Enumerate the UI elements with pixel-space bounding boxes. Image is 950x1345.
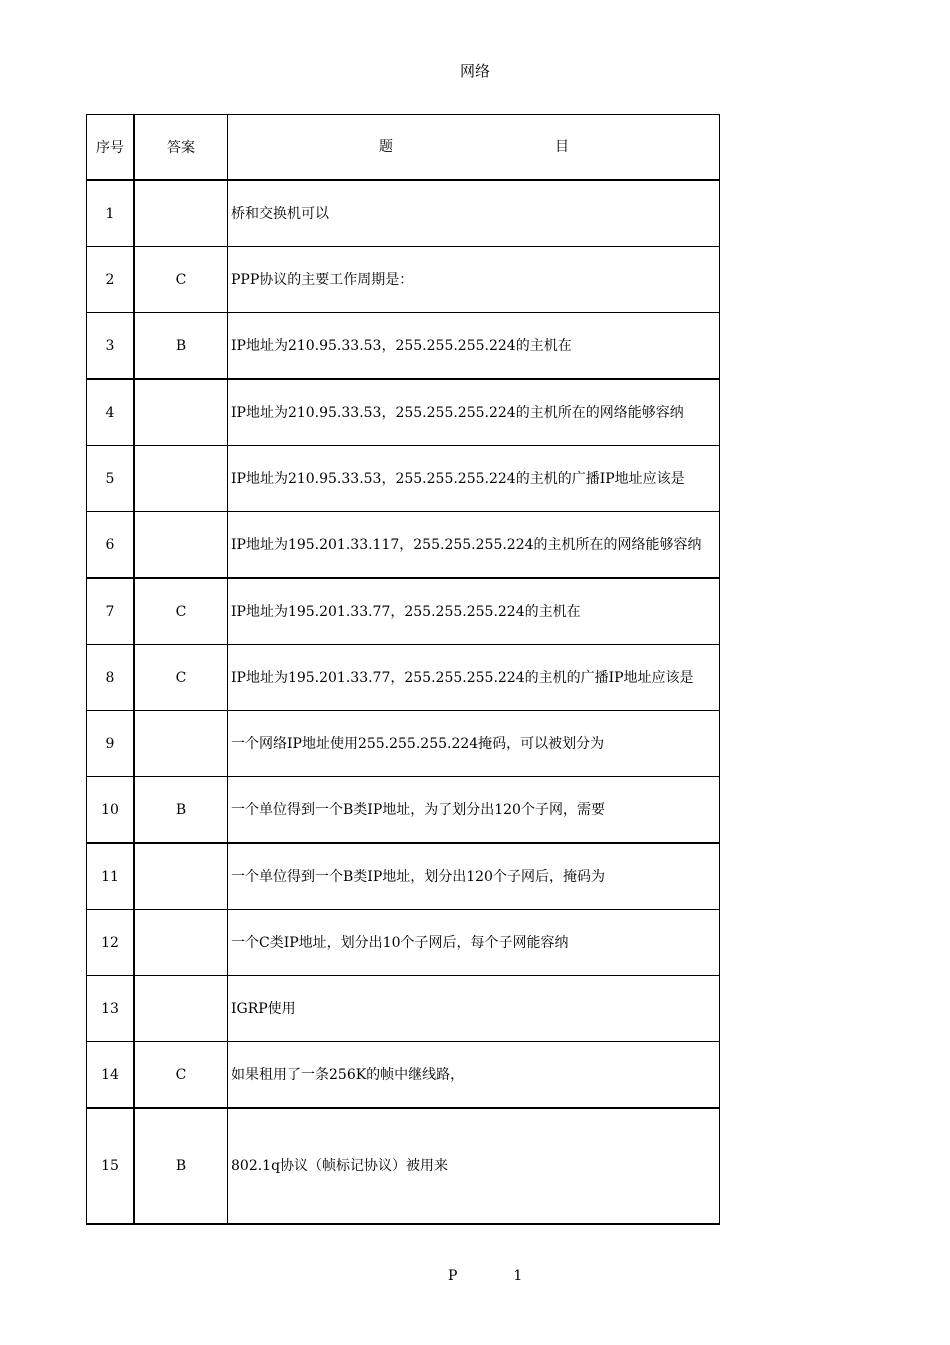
row-question: IP地址为195.201.33.77，255.255.255.224的主机在: [228, 578, 720, 645]
question-table: [86, 114, 720, 1225]
table-row: [87, 1042, 720, 1109]
table-row: [87, 777, 720, 844]
table-row: [87, 843, 720, 910]
row-question: IP地址为210.95.33.53，255.255.255.224的主机所在的网络能够容纳: [228, 379, 720, 446]
row-answer: [134, 446, 228, 512]
row-answer: [134, 843, 228, 910]
table-row: [87, 578, 720, 645]
row-answer: B: [134, 313, 228, 380]
row-num: 8: [87, 645, 135, 711]
row-question: PPP协议的主要工作周期是：: [228, 247, 720, 313]
row-num: 4: [87, 379, 135, 446]
row-num: 2: [87, 247, 135, 313]
row-num: 7: [87, 578, 135, 645]
table-row: [87, 976, 720, 1042]
table-row: [87, 247, 720, 313]
row-answer: B: [134, 1108, 228, 1224]
row-num: 15: [87, 1108, 135, 1224]
row-question: IP地址为195.201.33.77，255.255.255.224的主机的广播IP地址应该是: [228, 645, 720, 711]
table-row: [87, 1108, 720, 1224]
row-answer: [134, 711, 228, 777]
row-num: 12: [87, 910, 135, 976]
row-answer: [134, 180, 228, 247]
row-answer: [134, 976, 228, 1042]
table-header-row: [87, 115, 720, 181]
row-answer: C: [134, 1042, 228, 1109]
row-question: 桥和交换机可以: [228, 180, 720, 247]
row-question: 一个单位得到一个B类IP地址，为了划分出120个子网，需要: [228, 777, 720, 844]
row-num: 13: [87, 976, 135, 1042]
row-answer: [134, 512, 228, 579]
row-num: 1: [87, 180, 135, 247]
row-question: IGRP使用: [228, 976, 720, 1042]
row-question: IP地址为210.95.33.53，255.255.255.224的主机在: [228, 313, 720, 380]
row-answer: [134, 379, 228, 446]
row-answer: C: [134, 247, 228, 313]
page-number: 1: [513, 1268, 523, 1284]
table-row: [87, 180, 720, 247]
table-row: [87, 645, 720, 711]
row-question: IP地址为195.201.33.117，255.255.255.224的主机所在的网络能够容纳: [228, 512, 720, 579]
header-answer: 答案: [134, 115, 228, 181]
row-num: 14: [87, 1042, 135, 1109]
row-num: 11: [87, 843, 135, 910]
table-row: [87, 313, 720, 380]
row-question: 802.1q协议（帧标记协议）被用来: [228, 1108, 720, 1224]
page-label: P: [448, 1268, 458, 1284]
row-num: 5: [87, 446, 135, 512]
table-row: [87, 910, 720, 976]
table-row: [87, 711, 720, 777]
row-question: IP地址为210.95.33.53，255.255.255.224的主机的广播IP地址应该是: [228, 446, 720, 512]
row-num: 9: [87, 711, 135, 777]
table-row: [87, 379, 720, 446]
table-row: [87, 446, 720, 512]
row-question: 一个单位得到一个B类IP地址，划分出120个子网后，掩码为: [228, 843, 720, 910]
row-num: 10: [87, 777, 135, 844]
row-num: 6: [87, 512, 135, 579]
row-answer: C: [134, 645, 228, 711]
row-question: 一个C类IP地址，划分出10个子网后，每个子网能容纳: [228, 910, 720, 976]
row-question: 如果租用了一条256K的帧中继线路，: [228, 1042, 720, 1109]
page-title: 网络: [459, 62, 490, 80]
row-num: 3: [87, 313, 135, 380]
header-question: [228, 115, 720, 181]
table-row: [87, 512, 720, 579]
row-answer: C: [134, 578, 228, 645]
row-answer: B: [134, 777, 228, 844]
page-footer: [448, 1268, 522, 1284]
row-question: 一个网络IP地址使用255.255.255.224掩码，可以被划分为: [228, 711, 720, 777]
header-num: 序号: [87, 115, 135, 181]
header-question-right: 目: [555, 139, 569, 155]
header-question-left: 题: [379, 139, 393, 155]
row-answer: [134, 910, 228, 976]
